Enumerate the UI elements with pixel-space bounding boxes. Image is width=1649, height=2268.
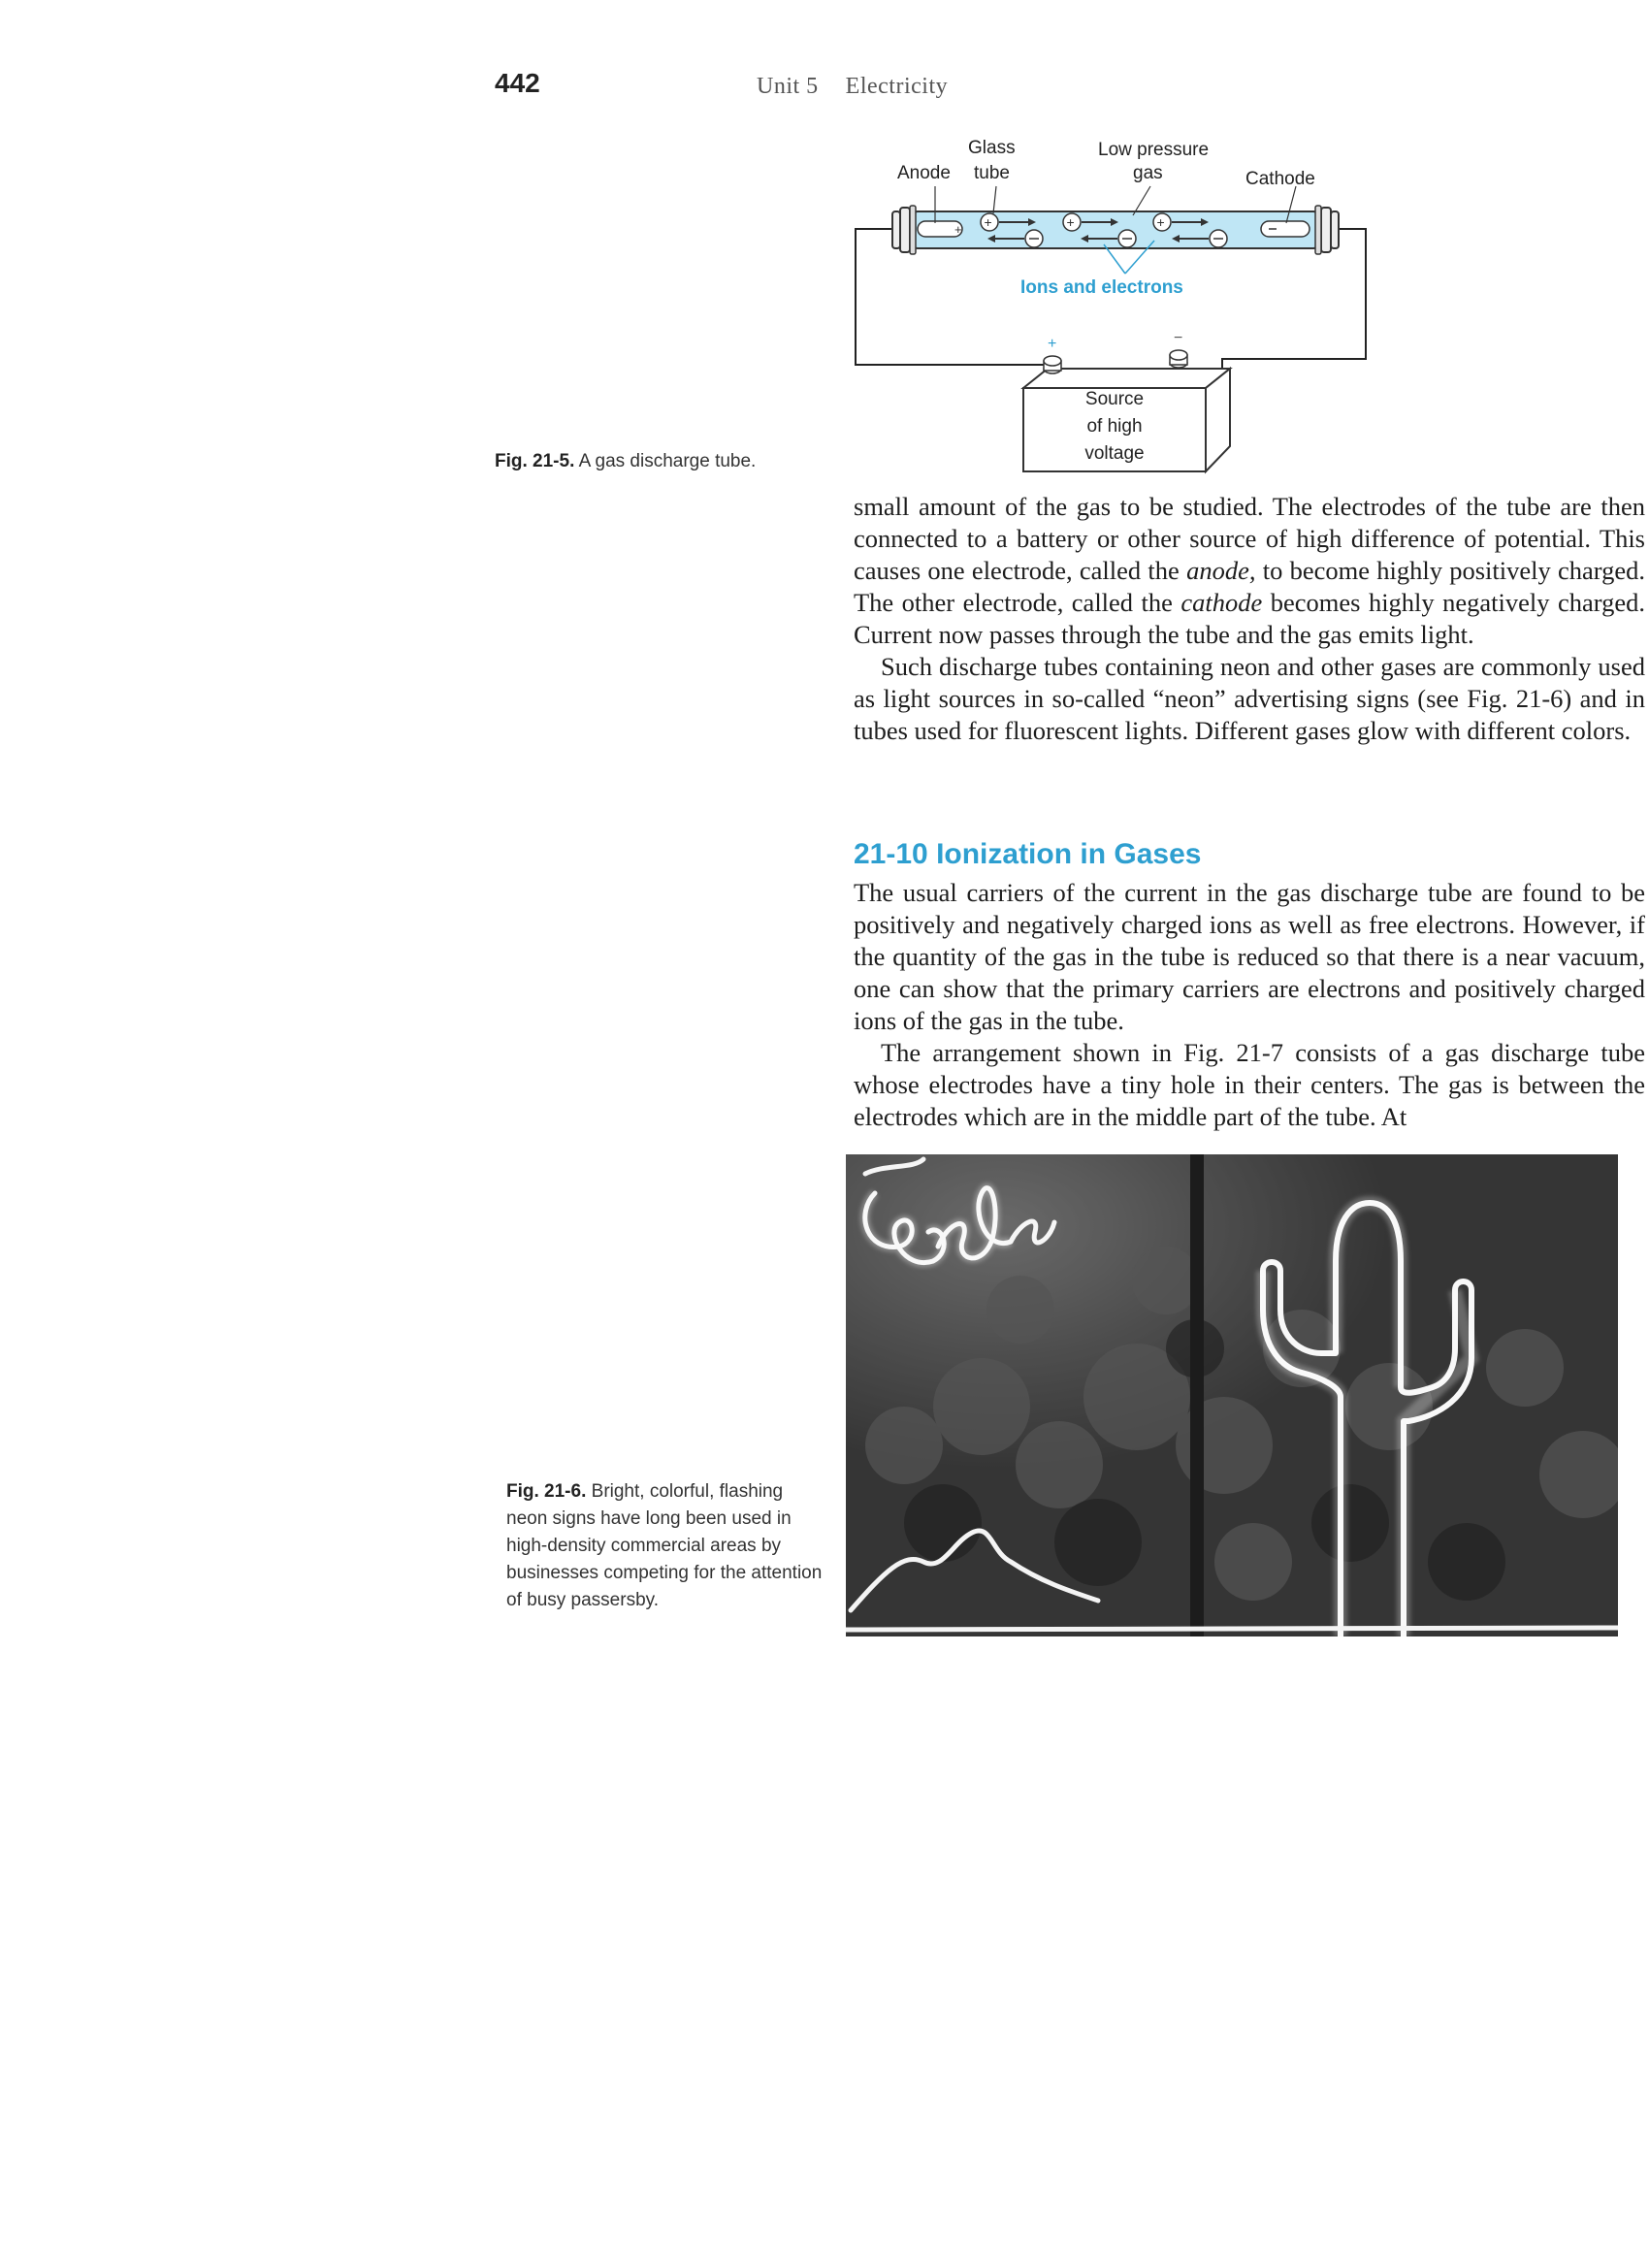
- figure-21-5-number: Fig. 21-5.: [495, 451, 575, 471]
- paragraph-arrangement: The arrangement shown in Fig. 21-7 consists of a gas discharge tube whose electrodes have a tiny hole in their centers. The gas is between the electrodes which are in the middle part of the tube. At: [854, 1038, 1645, 1131]
- figure-21-6-number: Fig. 21-6.: [506, 1481, 587, 1502]
- label-anode: Anode: [897, 163, 951, 183]
- label-ions-and-electrons: Ions and electrons: [1020, 277, 1183, 298]
- label-plus-terminal: +: [1048, 336, 1057, 352]
- neon-photo-svg: [846, 1154, 1618, 1636]
- para1-part-b: to become highly positively charged. The other electrode, called the: [854, 556, 1645, 617]
- running-head: [757, 74, 948, 100]
- page-header: [495, 68, 1077, 107]
- label-gas: gas: [1133, 163, 1163, 183]
- figure-21-5-caption-text: A gas discharge tube.: [578, 451, 757, 471]
- neon-signs-photo: [846, 1154, 1618, 1636]
- para1-part-c: becomes highly negatively charged. Current now passes through the tube and the gas emits light.: [854, 588, 1645, 649]
- figure-21-6-caption: [506, 1478, 826, 1614]
- label-low-pressure: Low pressure: [1098, 140, 1210, 160]
- label-voltage: voltage: [1084, 443, 1145, 464]
- label-glass: Glass: [968, 138, 1016, 158]
- svg-text:+: +: [1156, 214, 1165, 230]
- term-cathode: cathode: [1180, 588, 1263, 617]
- para1-part-a: small amount of the gas to be studied. The electrodes of the tube are then connected to a battery or other source of high difference of potential. This causes one electrode, called the: [854, 492, 1645, 585]
- paragraph-neon-signs: Such discharge tubes containing neon and other gases are commonly used as light sources in so-called “neon” advertising signs (see Fig. 21-6) and in tubes used for fluorescent lights. Different gases glow with different colors.: [854, 652, 1645, 745]
- label-tube: tube: [974, 163, 1010, 183]
- label-of-high: of high: [1086, 416, 1143, 437]
- section-heading-ionization: 21-10 Ionization in Gases: [854, 838, 1202, 870]
- figure-21-5-caption: [495, 448, 824, 475]
- label-cathode: Cathode: [1245, 169, 1315, 189]
- paragraph-electrodes: [854, 491, 1645, 651]
- paragraph-carriers: The usual carriers of the current in the gas discharge tube are found to be positively and negatively charged ions as well as free electrons. However, if the quantity of the gas in the tube is reduced so that there is a near vacuum, one can show that the primary carriers are electrons and positively charged ions of the gas in the tube.: [854, 878, 1645, 1035]
- body-text-block-2: [854, 877, 1645, 1133]
- body-text-block-1: [854, 491, 1645, 747]
- term-anode: anode,: [1186, 556, 1256, 585]
- gas-discharge-tube-diagram: [854, 136, 1377, 475]
- label-minus-terminal: −: [1174, 330, 1183, 346]
- figure-21-6-caption-text: Bright, colorful, flashing neon signs have long been used in high-density commercial areas by businesses competing for the attention of busy passersby.: [506, 1481, 823, 1610]
- unit-label: Unit 5: [757, 74, 819, 99]
- label-source: Source: [1084, 389, 1145, 409]
- svg-text:+: +: [954, 222, 962, 237]
- svg-text:+: +: [984, 214, 992, 230]
- page-number: 442: [495, 68, 540, 98]
- subject-label: Electricity: [845, 74, 949, 99]
- svg-text:+: +: [1066, 214, 1075, 230]
